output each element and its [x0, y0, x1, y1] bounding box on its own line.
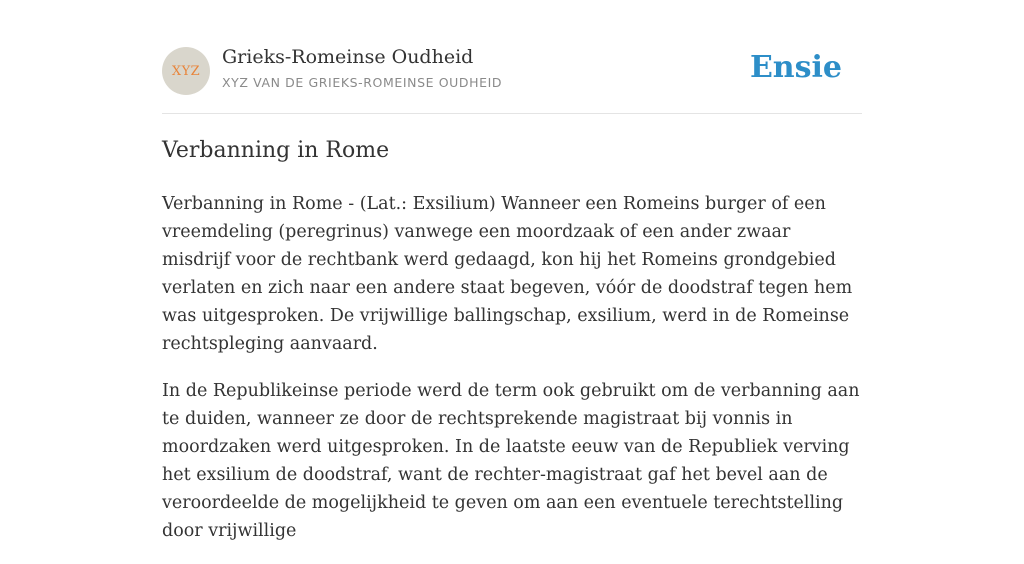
dictionary-title-link[interactable]: Grieks-Romeinse Oudheid	[222, 46, 474, 68]
article-paragraph: Verbanning in Rome - (Lat.: Exsilium) Wanneer een Romeins burger of een vreemdeling (peregrinus) vanwege een moordzaak of een ander zwaar misdrijf voor de rechtbank werd gedaagd, kon hij het Romeins grondgebied verlaten en zich naar een andere staat begeven, vóór de doodstraf tegen hem was uitgesproken. De vrijwillige ballingschap, exsilium, werd in de Romeinse rechtspleging aanvaard.	[162, 194, 853, 354]
article-paragraph: In de Republikeinse periode werd de term ook gebruikt om de verbanning aan te duiden, wanneer ze door de rechtsprekende magistraat bij vonnis in moordzaken werd uitgesproken. In de laatste eeuw van de Republiek verving het exsilium de doodstraf, want de rechter-magistraat gaf het bevel aan de veroordeelde de mogelijkheid te geven om aan een eventuele terechtstelling door vrijwillige	[162, 381, 860, 541]
dictionary-subtitle: XYZ VAN DE GRIEKS-ROMEINSE OUDHEID	[222, 75, 503, 90]
avatar-text: XYZ	[171, 63, 201, 79]
dictionary-avatar[interactable]	[162, 47, 210, 95]
header	[162, 0, 862, 114]
article-body	[162, 190, 862, 564]
ensie-logo-link[interactable]: Ensie	[749, 50, 842, 85]
content-container	[162, 0, 862, 541]
article-title: Verbanning in Rome	[162, 138, 390, 163]
